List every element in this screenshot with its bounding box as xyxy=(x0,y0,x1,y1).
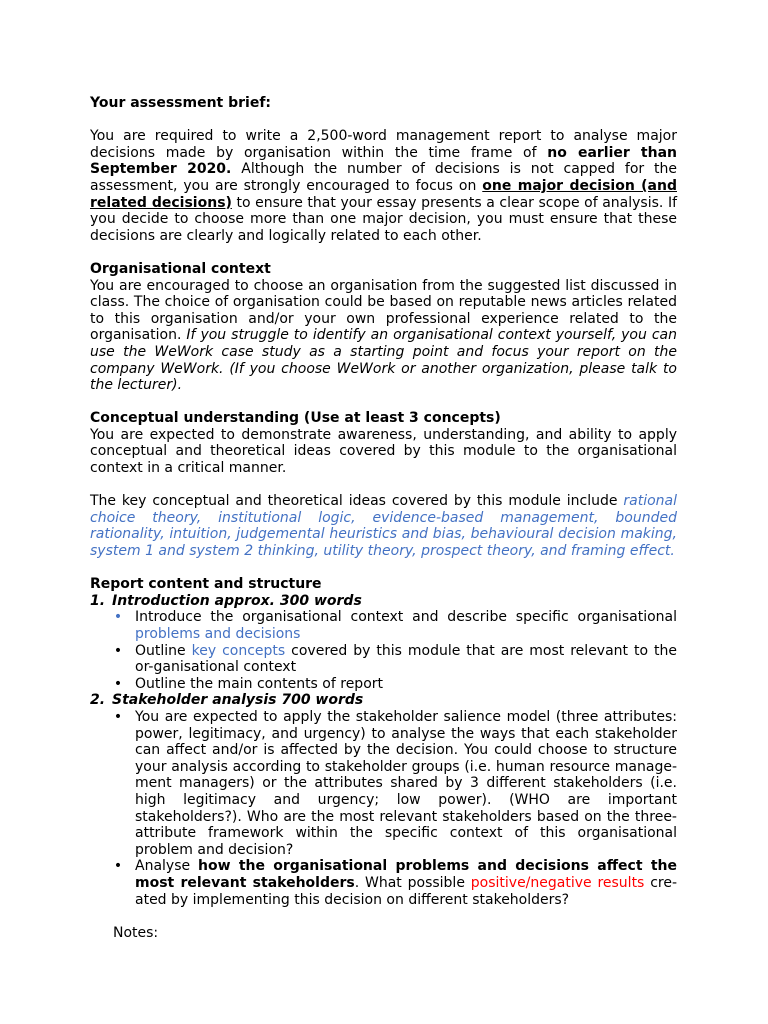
introduction-bullets xyxy=(112,609,677,692)
list-item: • Analyse how the organisational problems and decisions affect the most relevant stakeholders. What possible positive/negative results cre-ated by implementing this decision on different stakeholders? xyxy=(113,858,677,908)
list-item: • Outline the main contents of report xyxy=(113,675,384,692)
section-title: Stakeholder analysis 700 words xyxy=(112,692,364,709)
section-introduction xyxy=(90,593,677,693)
key-concepts-list: rational choice theory, institutional logic, evidence-based management, bounded rationality, intuition, judgemental heuristics and bias, behavioural decision making, system 1 and system 2 thinking, utility theory, prospect theory, and framing effect. xyxy=(90,493,677,560)
bullet-icon: • xyxy=(113,642,123,659)
list-item: • Introduce the organisational context and describe specific organisational problems and decisions xyxy=(113,609,677,642)
stakeholder-bullets xyxy=(112,709,677,908)
section-number: 2. xyxy=(90,692,106,709)
org-context-paragraph: You are encouraged to choose an organisation from the suggested list discussed in class. The choice of organisation could be based on reputable news articles related to this organisation and/or your own professional experience related to the organisation. If you struggle to identify an organisational context yourself, you can use the WeWork case study as a starting point and focus your report on the company WeWork. (If you choose WeWork or another organization, please talk to the lecturer). xyxy=(90,277,677,394)
report-sections xyxy=(90,593,677,908)
conceptual-heading: Conceptual understanding (Use at least 3 concepts) xyxy=(90,410,501,427)
major-decision-text: one major decision (and related decisions) xyxy=(90,177,677,211)
key-concepts-paragraph: The key conceptual and theoretical ideas covered by this module include rational choice theory, institutional logic, evidence-based management, bounded rationality, intuition, judgemental heuristics and bias, behavioural decision making, system 1 and system 2 thinking, utility theory, prospect theory, and framing effect. xyxy=(90,493,677,560)
notes-label: Notes: xyxy=(113,924,159,941)
document-body xyxy=(90,95,677,941)
conceptual-paragraph: You are expected to demonstrate awareness, understanding, and ability to apply conceptual and theoretical ideas covered by this module to the organisational context in a critical manner. xyxy=(90,426,677,477)
wework-note: If you struggle to identify an organisational context yourself, you can use the WeWork case study as a starting point and focus your report on the company WeWork. (If you choose WeWork or another organization, please talk to the lecturer). xyxy=(90,327,677,394)
list-item: • Outline key concepts covered by this module that are most relevant to the or-ganisational context xyxy=(113,642,677,676)
list-item: • You are expected to apply the stakeholder salience model (three attributes: power, legitimacy, and urgency) to analyse the ways that each stakeholder can affect and/or is affected by the decision. You could choose to structure your analysis according to stakeholder groups (i.e. human resource manage-ment managers) or the attributes shared by 3 different stakeholders (i.e. high legitimacy and urgency; low power). (WHO are important stakeholders?). Who are the most relevant stakeholders based on the three-attribute framework within the specific context of this organisational problem and decision? xyxy=(113,708,677,858)
report-heading: Report content and structure xyxy=(90,576,322,593)
bullet-icon: • xyxy=(113,609,123,626)
section-number: 1. xyxy=(90,592,106,609)
section-stakeholder-analysis xyxy=(90,692,677,908)
brief-title: Your assessment brief: xyxy=(90,95,272,111)
bullet-icon: • xyxy=(113,675,123,692)
org-context-heading: Organisational context xyxy=(90,260,271,277)
section-title: Introduction approx. 300 words xyxy=(112,592,362,609)
deadline-text: no earlier than September 2020. xyxy=(90,144,677,178)
brief-paragraph: You are required to write a 2,500-word management report to analyse major decisions made by organisation within the time frame of no earlier than September 2020. Although the number of decisions is not capped for the assessment, you are strongly encouraged to focus on one major decision (and related decisions) to ensure that your essay presents a clear scope of analysis. If you decide to choose more than one major decision, you must ensure that these decisions are clearly and logically related to each other. xyxy=(90,128,678,244)
bullet-icon: • xyxy=(113,858,123,875)
bullet-icon: • xyxy=(113,708,123,725)
